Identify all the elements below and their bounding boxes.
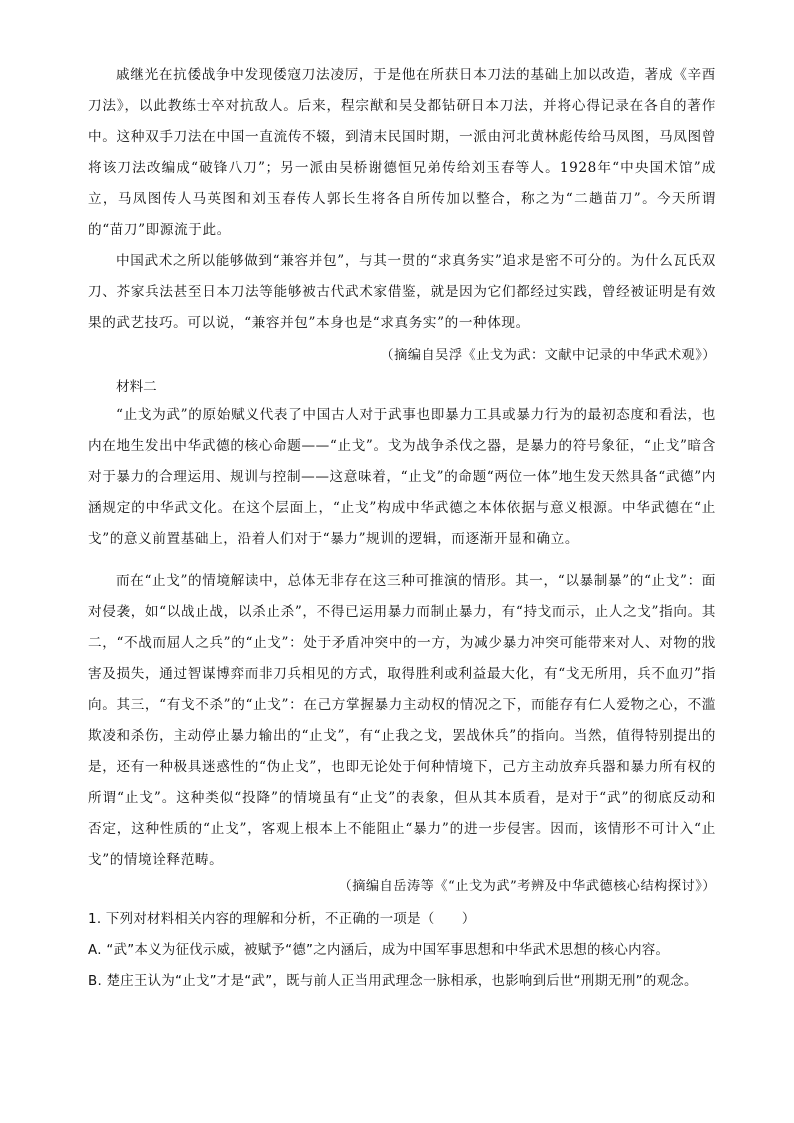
material-two-heading: 材料二: [116, 379, 157, 395]
question-stem: 1. 下列对材料相关内容的理解和分析，不正确的一项是（ ）: [88, 912, 476, 927]
material-one-paragraph-1: 戚继光在抗倭战争中发现倭寇刀法凌厉，于是他在所获日本刀法的基础上加以改造，著成《辛酉刀法》，以此教练士卒对抗敌人。后来，程宗猷和吴殳都钻研日本刀法，并将心得记录在各自的著作中。这种双手刀法在中国一直流传不辍，到清末民国时期，一派由河北黄林彪传给马凤图，马凤图曾将该刀法改编成“破锋八刀”；另一派由吴桥谢德恒兄弟传给刘玉春等人。1928年“中央国术馆”成立，马凤图传人马英图和刘玉春传人郭长生将各自所传加以整合，称之为“二趟苗刀”。今天所谓的“苗刀”即源流于此。: [88, 67, 716, 238]
material-two-paragraph-2: 而在“止戈”的情境解读中，总体无非存在这三种可推演的情形。其一，“以暴制暴”的“止戈”：面对侵袭，如“以战止战，以杀止杀”，不得已运用暴力而制止暴力，有“持戈而示，止人之戈”指向。其二，“不战而屈人之兵”的“止戈”：处于矛盾冲突中的一方，为减少暴力冲突可能带来对人、对物的戕害及损失，通过智谋博弈而非刀兵相见的方式，取得胜利或利益最大化，有“戈无所用，兵不血刃”指向。其三，“有戈不杀”的“止戈”：在己方掌握暴力主动权的情况之下，而能存有仁人爱物之心，不滥欺凌和杀伤，主动停止暴力输出的“止戈”，有“止我之戈，罢战休兵”的指向。当然，值得特别提出的是，还有一种极具迷惑性的“伪止戈”，也即无论处于何种情境下，己方主动放弃兵器和暴力所有权的所谓“止戈”。这种类似“投降”的情境虽有“止戈”的表象，但从其本质看，是对于“武”的彻底反动和否定，这种性质的“止戈”，客观上根本上不能阻止“暴力”的进一步侵害。因而，该情形不可计入“止戈”的情境诠释范畴。: [88, 573, 716, 868]
material-one-source: （摘编自吴浮《止戈为武：文献中记录的中华武术观》）: [380, 348, 716, 363]
material-two-paragraph-1: “止戈为武”的原始赋义代表了中国古人对于武事也即暴力工具或暴力行为的最初态度和看法，也内在地生发出中华武德的核心命题——“止戈”。戈为战争杀伐之器，是暴力的符号象征，“止戈”暗含对于暴力的合理运用、规训与控制——这意味着，“止戈”的命题“两位一体”地生发天然具备“武德”内涵规定的中华武文化。在这个层面上，“止戈”构成中华武德之本体依据与意义根源。中华武德在“止戈”的意义前置基础上，沿着人们对于“暴力”规训的逻辑，而逐渐开显和确立。: [88, 407, 716, 547]
material-two-source: （摘编自岳涛等《“止戈为武”考辨及中华武德核心结构探讨》）: [338, 879, 716, 894]
question-option-b: B. 楚庄王认为“止戈”才是“武”，既与前人正当用武理念一脉相承，也影响到后世“刑期无刑”的观念。: [88, 974, 698, 989]
question-option-a: A. “武”本义为征伐示威，被赋予“德”之内涵后，成为中国军事思想和中华武术思想的核心内容。: [88, 943, 670, 958]
material-one-paragraph-2: 中国武术之所以能够做到“兼容并包”，与其一贯的“求真务实”追求是密不可分的。为什么瓦氏双刀、芥家兵法甚至日本刀法等能够被古代武术家借鉴，就是因为它们都经过实践，曾经被证明是有效果的武艺技巧。可以说，“兼容并包”本身也是“求真务实”的一种体现。: [88, 253, 716, 331]
